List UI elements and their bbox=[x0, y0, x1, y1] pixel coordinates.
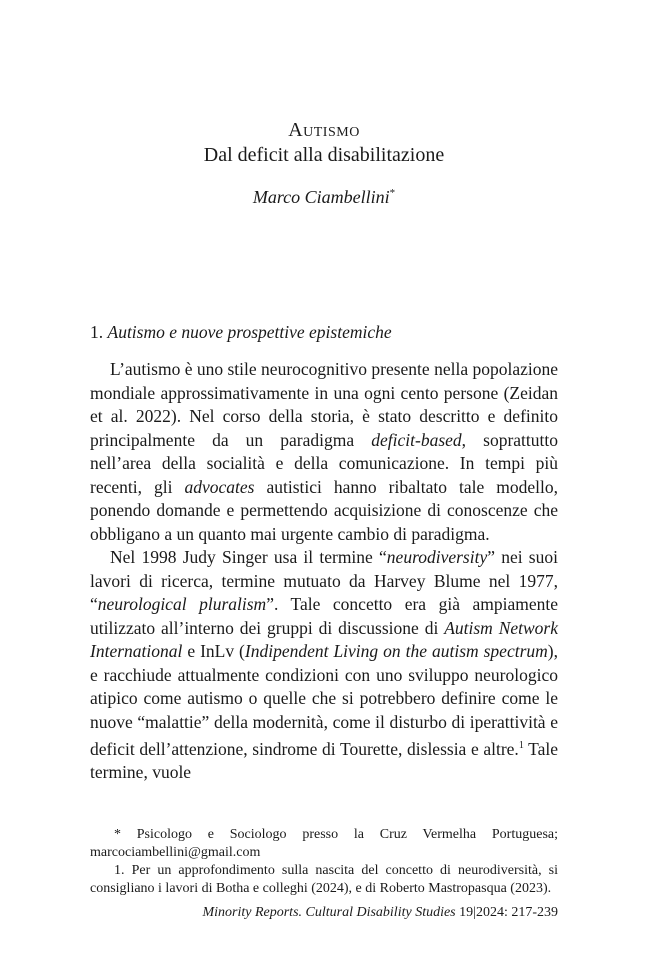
author-line bbox=[90, 182, 558, 208]
text-run-italic: Autism Network International bbox=[90, 617, 559, 661]
author-footnote-mark: * bbox=[389, 187, 396, 199]
text-run-italic: advocates bbox=[184, 476, 255, 497]
text-run-italic: Indipendent Living on the autism spectrum bbox=[244, 641, 548, 661]
footnote-ref: 1 bbox=[518, 740, 524, 751]
text-run: Tale termine, vuole bbox=[90, 738, 558, 783]
journal-name: Minority Reports. Cultural Disability Studies bbox=[202, 905, 456, 920]
body-text bbox=[90, 358, 558, 785]
footnote-1: 1. Per un approfondimento sulla nascita del concetto di neurodiversità, si consigliano i lavori di Botha e colleghi (2024), e di Roberto Mastropasqua (2023). bbox=[90, 863, 558, 896]
issue-pages: 19|2024: 217-239 bbox=[455, 905, 558, 920]
text-run: ”. Tale concetto era già ampiamente utilizzato all’interno dei gruppi di discussione di bbox=[90, 594, 558, 638]
text-run: autistici hanno ribaltato tale modello, ponendo domande e permettendo acquisizione di conoscenze che obbligano a un quanto mai urgente cambio di paradigma. bbox=[90, 476, 558, 544]
text-run-italic: neurodiversity bbox=[386, 547, 488, 567]
article-title: Autismo bbox=[288, 119, 360, 141]
text-run: L’autismo è uno stile neurocognitivo presente nella popolazione mondiale approssimativamente in una ogni cento persone (Zeidan et al. 2022). Nel corso della storia, è stato descritto e definito principalmente da un paradigma bbox=[90, 359, 558, 450]
text-run-italic: deficit-based bbox=[371, 429, 462, 450]
paragraph-1 bbox=[90, 358, 558, 546]
text-run: ” nei suoi lavori di ricerca, termine mutuato da Harvey Blume nel 1977, “ bbox=[90, 547, 558, 614]
article-subtitle: Dal deficit alla disabilitazione bbox=[203, 144, 445, 166]
footnotes bbox=[90, 826, 558, 898]
running-footer bbox=[202, 904, 558, 922]
text-run: e InLv ( bbox=[182, 641, 245, 661]
paragraph-2 bbox=[90, 546, 558, 785]
author-name: Marco Ciambellini bbox=[252, 187, 390, 207]
section-title: Autismo e nuove prospettive epistemiche bbox=[107, 322, 392, 342]
text-run: Nel 1998 Judy Singer usa il termine “ bbox=[110, 547, 387, 567]
text-run: ), e racchiude attualmente condizioni con uno sviluppo neurologico atipico come autismo o quelle che si potrebbero definire come le nuove “malattie” della modernità, come il disturbo di iperattività e deficit dell’attenzione, sindrome di Tourette, dislessia e altre. bbox=[90, 641, 558, 759]
section-number: 1. bbox=[90, 322, 104, 342]
title-block bbox=[90, 118, 558, 208]
section-heading bbox=[90, 320, 392, 344]
footnote-author: * Psicologo e Sociologo presso la Cruz Vermelha Portuguesa; marcociambellini@gmail.com bbox=[90, 827, 558, 860]
text-run-italic: neurological pluralism bbox=[97, 594, 267, 614]
text-run: , soprattutto nell’area della socialità e della comunicazione. In tempi più recenti, gli bbox=[90, 429, 558, 497]
